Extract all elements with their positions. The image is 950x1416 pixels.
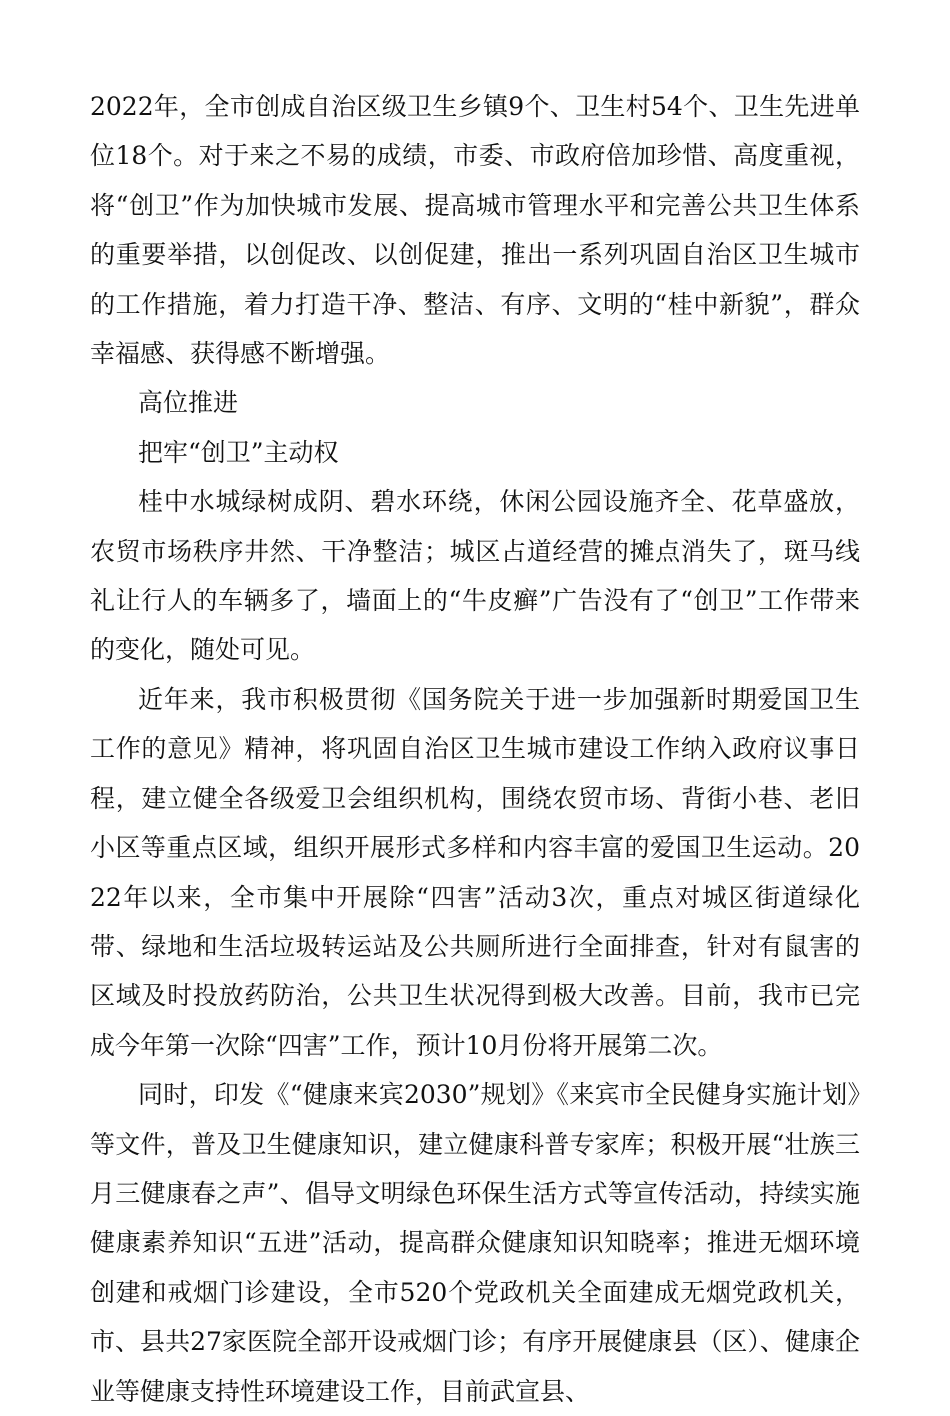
section-heading: 高位推进 (138, 388, 239, 418)
section-subheading: 把牢“创卫”主动权 (138, 437, 339, 467)
paragraph-hygiene-campaign: 近年来，我市积极贯彻《国务院关于进一步加强新时期爱国卫生工作的意见》精神，将巩固自治区卫生城市建设工作纳入政府议事日程，建立健全各级爱卫会组织机构，围绕农贸市场、背街小巷、老旧小区等重点区域，组织开展形式多样和内容丰富的爱国卫生运动。2022年以来，全市集中开展除“四害”活动3次，重点对城区街道绿化带、绿地和生活垃圾转运站及公共厕所进行全面排查，针对有鼠害的区域及时投放药防治，公共卫生状况得到极大改善。目前，我市已完成今年第一次除“四害”工作，预计10月份将开展第二次。 (90, 684, 860, 1060)
paragraph-health-promotion: 同时，印发《“健康来宾2030”规划》《来宾市全民健身实施计划》等文件，普及卫生健康知识，建立健康科普专家库；积极开展“壮族三月三健康春之声”、倡导文明绿色环保生活方式等宣传活动，持续实施健康素养知识“五进”活动，提高群众健康知识知晓率；推进无烟环境创建和戒烟门诊建设，全市520个党政机关全面建成无烟党政机关，市、县共27家医院全部开设戒烟门诊；有序开展健康县（区）、健康企业等健康支持性环境建设工作，目前武宣县、 (90, 1080, 860, 1406)
paragraph-achievements: 2022年，全市创成自治区级卫生乡镇9个、卫生村54个、卫生先进单位18个。对于来之不易的成绩，市委、市政府倍加珍惜、高度重视，将“创卫”作为加快城市发展、提高城市管理水平和完善公共卫生体系的重要举措，以创促改、以创促建，推出一系列巩固自治区卫生城市的工作措施，着力打造干净、整洁、有序、文明的“桂中新貌”，群众幸福感、获得感不断增强。 (90, 92, 860, 369)
paragraph-city-changes: 桂中水城绿树成阴、碧水环绕，休闲公园设施齐全、花草盛放，农贸市场秩序井然、干净整洁；城区占道经营的摊点消失了，斑马线礼让行人的车辆多了，墙面上的“牛皮癣”广告没有了“创卫”工作带来的变化，随处可见。 (90, 487, 860, 665)
document-body (90, 82, 860, 1416)
